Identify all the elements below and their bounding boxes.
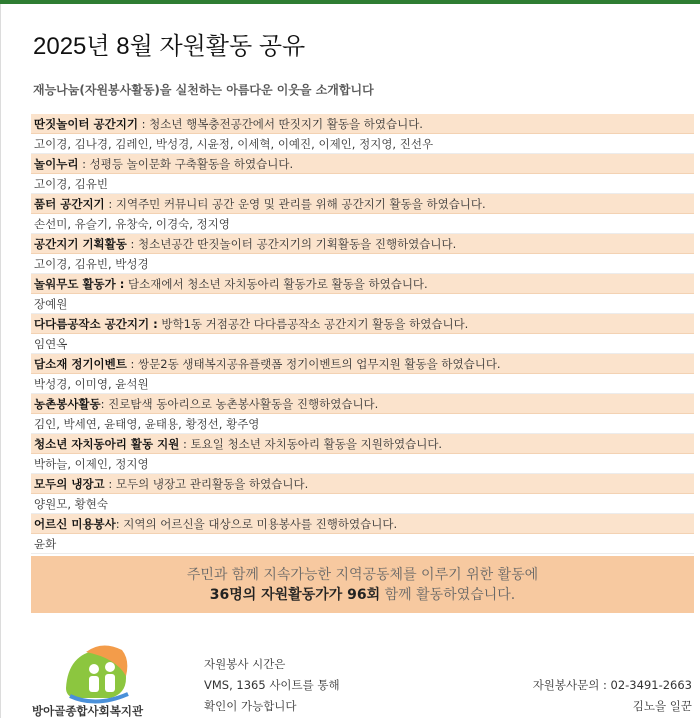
top-accent-bar [0,0,700,4]
activity-name: 담소재 정기이벤트 [34,357,127,371]
activity-row [31,114,694,134]
volunteer-names: 윤화 [31,534,694,554]
banner-highlight: 36명의 자원활동가가 96회 [209,587,381,603]
activity-desc: 담소재에서 청소년 자치동아리 활동가로 활동을 하였습니다. [124,277,428,291]
activity-name: 모두의 냉장고 [34,477,105,491]
grid-line [0,4,1,718]
volunteer-names: 양원모, 황현숙 [31,494,694,514]
activity-desc: : 진로탐색 동아리으로 농촌봉사활동을 진행하였습니다. [100,397,379,411]
activity-name: 농촌봉사활동 [34,397,101,411]
activity-row [31,154,694,174]
activity-row [31,434,694,454]
volunteer-names: 고이경, 김유빈 [31,174,694,194]
activity-list [31,114,694,554]
info-line: 자원봉사 시간은 [204,657,286,671]
activity-row [31,314,694,334]
activity-name: 놀워무도 활동가 : [34,277,125,291]
volunteer-names: 장예원 [31,294,694,314]
vms-info [204,654,340,717]
activity-name: 품터 공간지기 [34,197,105,211]
volunteer-names: 고이경, 김나경, 김레인, 박성경, 시윤정, 이세혁, 이예진, 이제인, 정지영, 진선우 [31,134,694,154]
activity-desc: : 청소년공간 딴짓놀이터 공간지기의 기획활동을 진행하였습니다. [126,237,457,251]
banner-line-2-rest: 함께 활동하였습니다. [380,587,516,603]
activity-row [31,194,694,214]
activity-desc: : 성평등 놀이문화 구축활동을 하였습니다. [78,157,294,171]
activity-row [31,274,694,294]
contact-info [533,675,692,717]
contact-phone: 자원봉사문의 : 02-3491-2663 [532,678,692,692]
activity-row [31,354,694,374]
volunteer-names: 손선미, 유슬기, 유창숙, 이경숙, 정지영 [31,214,694,234]
org-name: 방아골종합사회복지관 [32,704,144,718]
activity-name: 청소년 자치동아리 활동 지원 [34,437,180,451]
activity-row [31,234,694,254]
page-subtitle: 재능나눔(자원봉사활동)을 실천하는 아름다운 이웃을 소개합니다 [33,83,374,97]
activity-desc: : 지역의 어르신을 대상으로 미용봉사를 진행하였습니다. [115,517,398,531]
activity-row [31,474,694,494]
activity-name: 놀이누리 [34,157,79,171]
activity-desc: : 쌍문2동 생태복지공유플랫폼 정기이벤트의 업무지원 활동을 하였습니다. [126,357,501,371]
activity-row [31,394,694,414]
activity-desc: : 청소년 행복충전공간에서 딴짓지기 활동을 하였습니다. [137,117,423,131]
activity-desc: 방학1동 거점공간 다다름공작소 공간지기 활동을 하였습니다. [157,317,469,331]
volunteer-names: 임연옥 [31,334,694,354]
banner-line-1: 주민과 함께 지속가능한 지역공동체를 이루기 위한 활동에 [186,567,539,583]
banner-line-2 [31,585,694,605]
volunteer-names: 박하늘, 이제인, 정지영 [31,454,694,474]
activity-row [31,514,694,534]
activity-desc: : 토요일 청소년 자치동아리 활동을 지원하였습니다. [179,437,443,451]
page-title: 2025년 8월 자원활동 공유 [33,33,306,60]
activity-name: 다다름공작소 공간지기 : [34,317,158,331]
activity-desc: : 지역주민 커뮤니티 공간 운영 및 관리를 위해 공간지기 활동을 하였습니다. [104,197,486,211]
activity-name: 공간지기 기획활동 [34,237,127,251]
volunteer-names: 고이경, 김유빈, 박성경 [31,254,694,274]
activity-desc: : 모두의 냉장고 관리활동을 하였습니다. [104,477,309,491]
info-line: 확인이 가능합니다 [204,699,297,713]
activity-name: 딴짓놀이터 공간지기 [34,117,138,131]
activity-name: 어르신 미용봉사 [34,517,116,531]
info-line: VMS, 1365 사이트를 통해 [204,678,340,692]
volunteer-names: 박성경, 이미영, 윤석원 [31,374,694,394]
staff-name: 김노을 일꾼 [632,699,692,713]
summary-banner [31,556,694,613]
volunteer-names: 김인, 박세연, 윤태영, 윤태용, 황정선, 황주영 [31,414,694,434]
